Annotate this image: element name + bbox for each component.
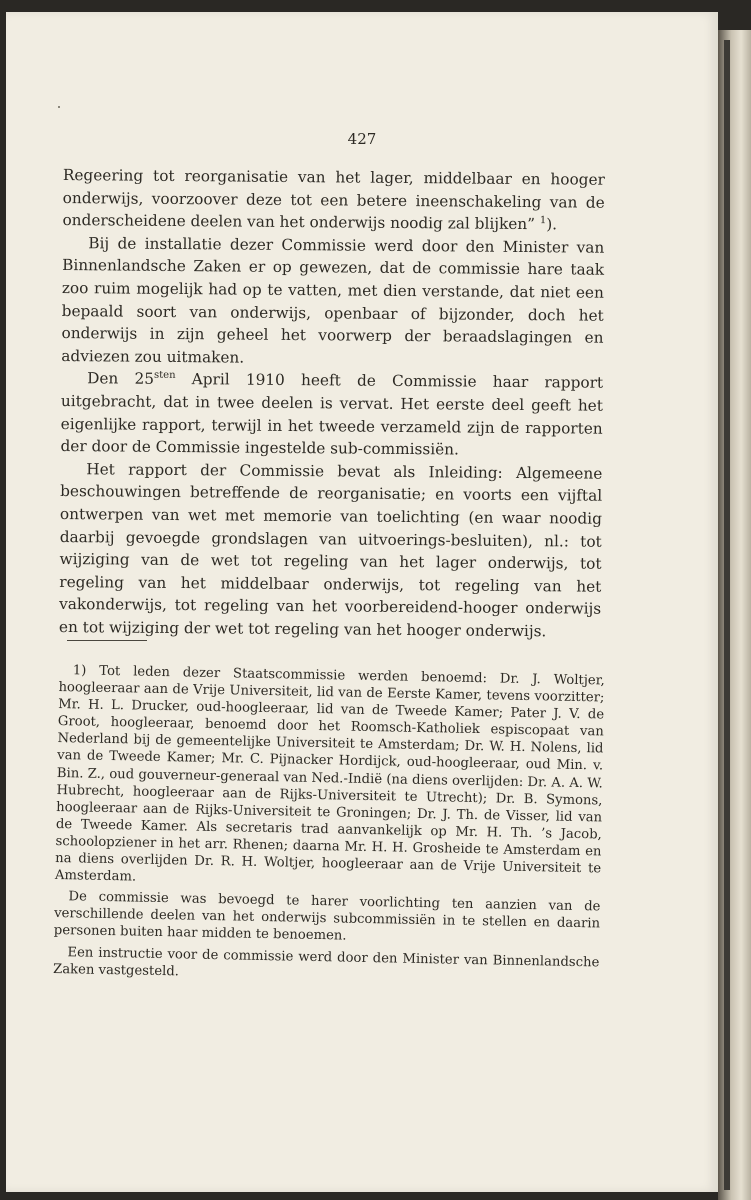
footnote-2: De commissie was bevoegd te harer voorlichting ten aanzien van de verschillende deelen van het onderwijs subcommissiën in te stellen en daarin personen buiten haar midden te benoemen. (53, 889, 601, 944)
footnote-1: 1) Tot leden dezer Staatscommissie werden benoemd: Dr. J. Woltjer, hoogleeraar aan de Vrije Universiteit, lid van de Eerste Kamer, tevens voorzitter; Mr. H. L. Drucker, oud-hoogleeraar, lid van de Tweede Kamer; Pater J. V. de Groot, hoogleeraar, benoemd door het Roomsch-Katholiek espiscopaat van Nederland bij de gemeentelijke Universiteit te Amsterdam; Dr. W. H. Nolens, lid van de Tweede Kamer; Mr. C. Pijnacker Hordijck, oud-hoogleeraar, oud Min. v. Bin. Z., oud gouverneur-generaal van Ned.-Indië (na diens overlijden: Dr. A. A. W. Hubrecht, hoogleeraar aan de Rijks-Universiteit te Utrecht); Dr. B. Symons, hoogleeraar aan de Rijks-Universiteit te Groningen; Dr. J. Th. de Visser, lid van de Tweede Kamer. Als secretaris trad aanvankelijk op Mr. H. Th. ’s Jacob, schoolopziener in het arr. Rhenen; daarna Mr. H. H. Grosheide te Amsterdam en na diens overlijden Dr. R. H. Woltjer, hoogleeraar aan de Vrije Universiteit te Amsterdam. (54, 663, 605, 885)
footnote-reference: 1 (539, 215, 547, 227)
paragraph-3-rest: April 1910 heeft de Commissie haar rapport uitgebracht, dat in twee deelen is vervat. Het eerste deel geeft het eigenlijke rapport, terwijl in het tweede verzameld zijn de rapporten der door de Commissie ingestelde sub-commissiën. (60, 370, 604, 459)
paragraph-1 (62, 164, 605, 237)
ordinal-superscript: sten (153, 370, 176, 382)
paragraph-3-start: Den 25 (87, 369, 155, 389)
paragraph-1-text: Regeering tot reorganisatie van het lager, middelbaar en hooger onderwijs, voorzoover deze tot een betere ineenschakeling van de onderscheidene deelen van het onderwijs noodig zal blijken” (62, 165, 605, 234)
footnote-3: Een instructie voor de commissie werd door den Minister van Binnenlandsche Zaken vastgesteld. (52, 944, 600, 979)
footnote-rule (67, 640, 147, 641)
footnotes (53, 662, 605, 992)
paragraph-4: Het rapport der Commissie bevat als Inleiding: Algemeene beschouwingen betreffende de reorganisatie; en voorts een vijftal ontwerpen van wet met memorie van toelichting (en waar noodig daarbij gevoegde grondslagen van uitvoerings-besluiten), nl.: tot wijziging van de wet tot regeling van het lager onderwijs, tot regeling van het middelbaar onderwijs, tot regeling van het vakonderwijs, tot regeling van het voorbereidend-hooger onderwijs en tot wijziging der wet tot regeling van het hooger onderwijs. (58, 459, 603, 641)
book-page (6, 12, 718, 1192)
page-number: 427 (347, 130, 377, 148)
book-spine (718, 30, 751, 1200)
paragraph-3 (60, 367, 603, 462)
paper-speck (58, 106, 60, 108)
page-stack-edge (724, 40, 730, 1190)
main-text (59, 164, 605, 643)
paragraph-1-end: ). (546, 215, 558, 234)
paragraph-2: Bij de installatie dezer Commissie werd door den Minister van Binnenlandsche Zaken er op gewezen, dat de commissie hare taak zoo ruim mogelijk had op te vatten, met dien verstande, dat niet een bepaald soort van onderwijs, openbaar of bijzonder, doch het onderwijs in zijn geheel het voorwerp der beraadslagingen en adviezen zou uitmaken. (61, 234, 605, 367)
